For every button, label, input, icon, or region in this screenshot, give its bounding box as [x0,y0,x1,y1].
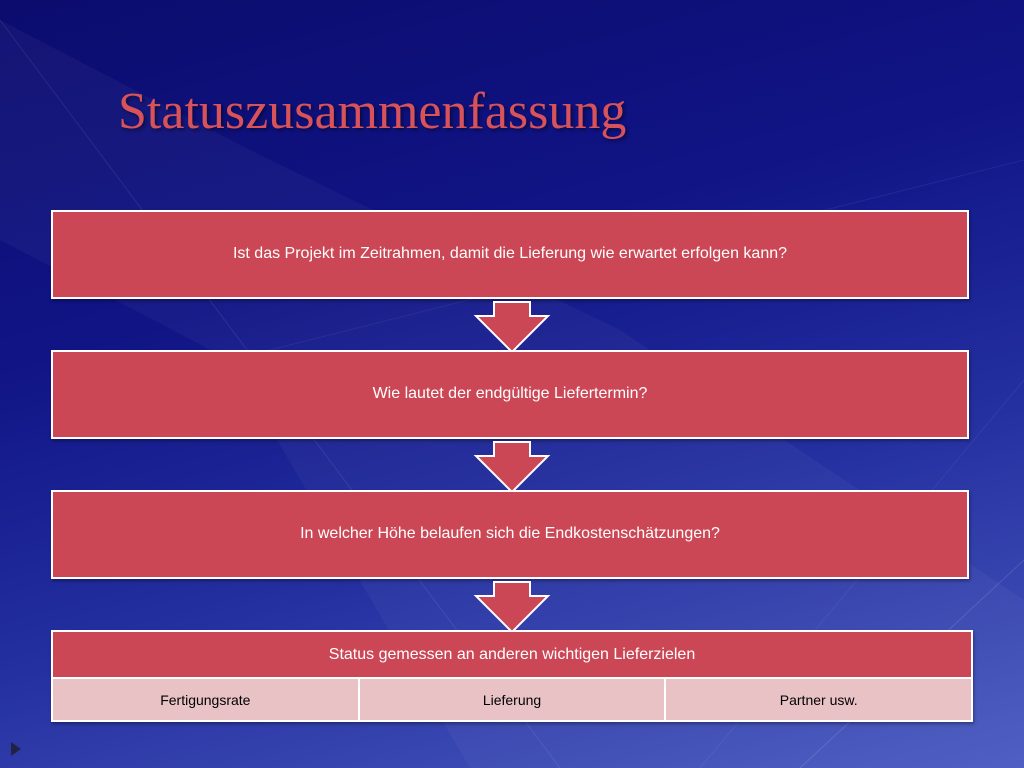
status-cell-partner: Partner usw. [664,679,971,720]
down-arrow-icon [474,582,550,622]
triangle-right-icon [10,741,22,757]
slide-title: Statuszusammenfassung [118,83,627,140]
step-box-timeline [51,210,969,299]
status-cell-production-rate: Fertigungsrate [160,691,251,708]
status-cell-delivery: Lieferung [358,679,665,720]
step-text: In welcher Höhe belaufen sich die Endkostenschätzungen? [300,524,720,542]
step-text: Wie lautet der endgültige Liefertermin? [372,384,648,402]
down-arrow-icon [474,442,550,482]
status-table [51,630,973,722]
down-arrow-icon [474,302,550,342]
step-text: Ist das Projekt im Zeitrahmen, damit die Lieferung wie erwartet erfolgen kann? [232,244,788,262]
status-table-row [53,679,971,720]
step-box-delivery-date [51,350,969,439]
status-table-header: Status gemessen an anderen wichtigen Lieferzielen [53,632,971,679]
step-box-cost-estimate [51,490,969,579]
